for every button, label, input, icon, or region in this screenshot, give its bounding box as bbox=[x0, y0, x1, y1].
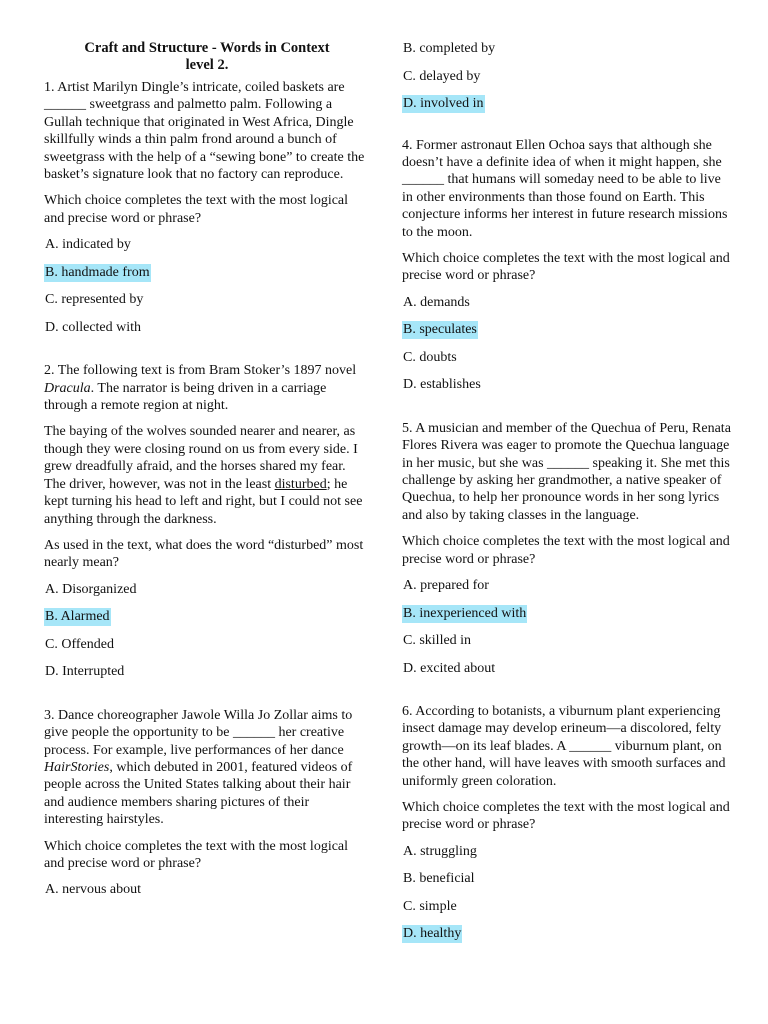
question-2-intro bbox=[44, 362, 370, 414]
option-label: A. struggling bbox=[403, 843, 477, 859]
page-title bbox=[44, 40, 370, 74]
option-label: D. excited about bbox=[403, 660, 496, 676]
question-text: , which debuted in 2001, featured videos of people across the United States talking about their hair and audience members sharing pictures of their interesting hairstyles. bbox=[44, 759, 353, 828]
option-label: A. Disorganized bbox=[45, 581, 137, 597]
question-6-prompt: Which choice completes the text with the most logical and precise word or phrase? bbox=[402, 800, 730, 833]
question-3 bbox=[44, 707, 370, 899]
option-label: B. speculates bbox=[403, 322, 477, 338]
left-column bbox=[44, 0, 370, 909]
intro-text: . The narrator is being driven in a carriage through a remote region at night. bbox=[44, 380, 327, 414]
option-label: B. handmade from bbox=[45, 264, 150, 280]
question-3-text bbox=[44, 707, 370, 829]
question-5-option-c[interactable] bbox=[402, 632, 732, 649]
question-3-option-a[interactable] bbox=[44, 881, 370, 898]
question-6-option-c[interactable] bbox=[402, 898, 732, 915]
question-4-text: 4. Former astronaut Ellen Ochoa says that although she doesn’t have a definite idea of when it might happen, she ______ that humans will someday need to be able to live in other environments than those found on Earth. This conjecture informs her interest in future research missions to the moon. bbox=[402, 137, 728, 240]
option-label: C. Offended bbox=[45, 636, 114, 652]
option-label: D. Interrupted bbox=[45, 664, 125, 680]
question-3-option-d-highlighted[interactable] bbox=[402, 95, 732, 112]
question-2-option-d[interactable] bbox=[44, 663, 370, 680]
question-5-option-b-highlighted[interactable] bbox=[402, 605, 732, 622]
question-4-option-d[interactable] bbox=[402, 376, 732, 393]
question-3-option-c[interactable] bbox=[402, 68, 732, 85]
option-label: D. collected with bbox=[45, 319, 142, 335]
question-2 bbox=[44, 362, 370, 680]
question-1-option-c[interactable] bbox=[44, 291, 370, 308]
question-5-option-d[interactable] bbox=[402, 660, 732, 677]
option-label: C. represented by bbox=[45, 292, 144, 308]
passage-text: ; he kept turning his head to left and right, but I could not see anything through the darkness. bbox=[44, 476, 363, 527]
question-text: 3. Dance choreographer Jawole Willa Jo Zollar aims to give people the opportunity to be ______ her creative process. For example, live performances of her dance bbox=[44, 707, 353, 758]
question-1-prompt: Which choice completes the text with the most logical and precise word or phrase? bbox=[44, 193, 349, 226]
question-1-option-a[interactable] bbox=[44, 236, 370, 253]
option-label: A. demands bbox=[403, 294, 470, 310]
question-6-text: 6. According to botanists, a viburnum plant experiencing insect damage may develop erineum—a discolored, felty growth—on its leaf blades. A ______ viburnum plant, on the other hand, will have leaves with smooth surfaces and uniformly green coloration. bbox=[402, 704, 726, 789]
option-label: B. Alarmed bbox=[45, 609, 110, 625]
option-label: B. inexperienced with bbox=[403, 605, 527, 621]
question-6-option-a[interactable] bbox=[402, 843, 732, 860]
novel-title: Dracula bbox=[44, 380, 91, 396]
option-label: B. beneficial bbox=[403, 871, 475, 887]
question-1 bbox=[44, 79, 370, 336]
question-3-prompt: Which choice completes the text with the most logical and precise word or phrase? bbox=[44, 838, 349, 871]
question-6-option-d-highlighted[interactable] bbox=[402, 925, 732, 942]
question-2-option-c[interactable] bbox=[44, 636, 370, 653]
question-2-option-b-highlighted[interactable] bbox=[44, 608, 370, 625]
question-5-prompt: Which choice completes the text with the most logical and precise word or phrase? bbox=[402, 534, 730, 567]
question-5-text: 5. A musician and member of the Quechua of Peru, Renata Flores Rivera was eager to promote the Quechua language in her music, but she was ______ speaking it. She met this challenge by asking her grandmother, a native speaker of Quechua, to help her pronounce words in her song lyrics and also by taking classes in the language. bbox=[402, 420, 731, 523]
option-label: C. skilled in bbox=[403, 633, 472, 648]
passage-text: The baying of the wolves sounded nearer and nearer, as though they were closing round on us from every side. I grew dreadfully afraid, and the horses shared my fear. The driver, however, was not in the least bbox=[44, 424, 358, 492]
question-6-option-b[interactable] bbox=[402, 870, 732, 887]
intro-text: 2. The following text is from Bram Stoker’s 1897 novel bbox=[44, 363, 357, 379]
question-2-passage bbox=[44, 423, 370, 527]
question-1-option-d[interactable] bbox=[44, 319, 370, 336]
question-6 bbox=[402, 703, 732, 942]
option-label: A. prepared for bbox=[403, 578, 489, 593]
question-4-option-b-highlighted[interactable] bbox=[402, 321, 732, 338]
option-label: B. completed by bbox=[403, 41, 496, 56]
option-label: D. healthy bbox=[403, 926, 462, 942]
question-1-text: 1. Artist Marilyn Dingle’s intricate, coiled baskets are ______ sweetgrass and palmetto palm. Following a Gullah technique that originated in West Africa, Dingle skillfully winds a thin palm frond around a bunch of sweetgrass with the help of a “sewing bone” to create the basket’s signature look that no factory can reproduce. bbox=[44, 80, 365, 183]
question-4-prompt: Which choice completes the text with the most logical and precise word or phrase? bbox=[402, 250, 730, 284]
right-column bbox=[402, 0, 732, 953]
option-label: D. establishes bbox=[403, 377, 481, 393]
question-2-option-a[interactable] bbox=[44, 581, 370, 598]
option-label: C. doubts bbox=[403, 349, 457, 365]
question-4-option-c[interactable] bbox=[402, 349, 732, 366]
question-4 bbox=[402, 137, 732, 394]
option-label: A. nervous about bbox=[45, 882, 142, 898]
option-label: C. simple bbox=[403, 898, 457, 914]
question-3-continued bbox=[402, 40, 732, 112]
underlined-word: disturbed bbox=[274, 476, 327, 492]
title-line-2: level 2. bbox=[185, 57, 229, 73]
question-3-option-b[interactable] bbox=[402, 40, 732, 57]
question-2-prompt: As used in the text, what does the word “disturbed” most nearly mean? bbox=[44, 537, 364, 571]
question-5-option-a[interactable] bbox=[402, 577, 732, 594]
title-line-1: Craft and Structure - Words in Context bbox=[84, 40, 330, 56]
option-label: D. involved in bbox=[403, 96, 484, 111]
question-1-option-b-highlighted[interactable] bbox=[44, 264, 370, 281]
question-4-option-a[interactable] bbox=[402, 294, 732, 311]
option-label: A. indicated by bbox=[45, 237, 131, 253]
dance-title: HairStories bbox=[44, 759, 110, 775]
option-label: C. delayed by bbox=[403, 68, 481, 84]
question-5 bbox=[402, 420, 732, 677]
